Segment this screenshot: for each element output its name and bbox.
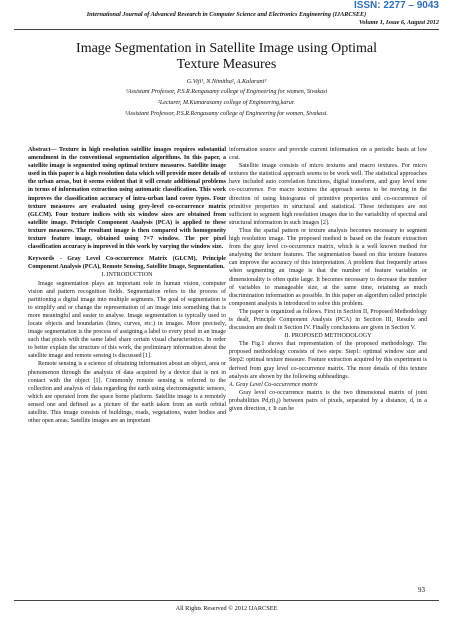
- right-paragraph-3: Thus the spatial pattern or texture analysis becomes necessary to segment high resolution image. The proposed method is based on the feature extraction from the gray level co-occurrence matrix, which is a well known method for analysing the texture features. The segmentation based on this texture features can improve the accuracy of this interpretation. A problem that frequently arises when segmenting an image is that the number of feature variables or dimensionality is often quite large. It becomes necessary to decrease the number of variables to manageable size, at the same time, retaining as much discrimination information as possible. In this paper an algorithm called principle component analysis is introduced to solve this problem.: [229, 227, 427, 307]
- running-header: [14, 11, 439, 27]
- journal-name: International Journal of Advanced Research in Computer Science and Electronics Engineering (IJARCSEE): [86, 11, 367, 18]
- volume-info: Volume 1, Issue 6, August 2012: [358, 19, 439, 26]
- abstract: Abstract— Texture in high resolution satellite images requires substantial amendment in the conventional segmentation algorithms. In this paper, a satellite image is segmented using optimal texture measures. Satellite image used in this paper is a high resolution data which will provide more details of the urban areas, but it seems evident that it will create additional problems in terms of information extraction using automatic classification. This work improves the classification accuracy of intra-urban land cover types. Four texture measures are evaluated using grey-level co-occurrence matrix (GLCM). Four texture indices with six window sizes are obtained from satellite image. Principle Component Analysis (PCA) is applied to these texture measures. The resultant image is then compared with homogeneity texture feature image, obtained using 7×7 window. The per pixel classification accuracy is improved in this work by varying the window size.: [28, 147, 226, 251]
- keywords: Keywords - Gray Level Co-occurrence Matrix (GLCM), Principle Component Analysis (PCA), Remote Sensing, Satellite Image, Segmentation.: [28, 256, 226, 271]
- copyright-footer: All Rights Reserved © 2012 IJARCSEE: [175, 605, 278, 612]
- issn-label: ISSN: 2277 – 9043: [353, 0, 439, 11]
- right-column: [229, 146, 427, 413]
- title-line-2: Texture Measures: [176, 57, 277, 72]
- affiliation-2: ²Lecturer, M.Kumarasamy college of Engineering,karur.: [158, 100, 295, 106]
- page-number: 93: [418, 586, 425, 594]
- section-1-heading: I. INTRODUCTION: [101, 272, 153, 279]
- intro-paragraph-2: Remote sensing is a science of obtaining information about an object, area or phenomenon through the analysis of data acquired by a device that is not in contact with the object [1]. Commonly remote sensing is referred to the collection and analysis of data regarding the earth using electromagnetic sensors, which are operated from the space borne platform. Satellite image is a remotely sensed one and defined as a picture of the earth taken from an earth orbital satellite. This image consists of buildings, roads, vegetations, water bodies and other open areas. Satellite images are an important: [28, 361, 226, 425]
- method-paragraph-1: The Fig.1 shows that representation of the proposed methodology. The proposed methodology consists of two steps: Step1: optimal window size and Step2: optimal texture measure. Feature extraction acquired by this experiment is derived from gray level co-occurrence matrix. The more details of this texture analysis are shown by the following subheadings.: [229, 341, 427, 380]
- footer-rule: [14, 600, 439, 601]
- author-list: G.Viji¹, N.Nimitha², A.Kalarani³: [186, 78, 267, 85]
- title-line-1: Image Segmentation in Satellite Image using Optimal: [76, 41, 377, 56]
- paper-title: [20, 41, 433, 73]
- right-paragraph-1: information source and provide current information on a periodic basis at low cost.: [229, 147, 427, 162]
- subsection-a-heading: A. Gray Level Co-occurrence matrix: [229, 381, 318, 388]
- glcm-paragraph-1: Gray level co-occurrence matrix is the two dimensional matrix of joint probabilities Pd,r(i,j) between pairs of pixels, separated by a distance, d, in a given direction, r. It can be: [229, 389, 427, 412]
- intro-paragraph-1: Image segmentation plays an important role in human vision, computer vision and pattern recognition fields. Segmentation refers to the process of partitioning a digital image into multiple segments. The goal of segmentation is to simplify and or change the representation of an image into something that is more meaningful and easier to analyse. Image segmentation is typically used to locate objects and boundaries (lines, curves, etc.) in images. More precisely, image segmentation is the process of assigning a label to every pixel in an image such that pixels with the same label share certain visual characteristics. In order to better explain the structure of this work, the preliminary information about the satellite image and remote sensing is discussed [1].: [28, 280, 226, 360]
- header-rule: [14, 29, 439, 30]
- affiliation-3: ³Assistant Professor, P.S.R.Rengasamy college of Engineering for women, Sivakasi.: [125, 111, 328, 117]
- affiliation-1: ¹Assistant Professor, P.S.R.Rengasamy college of Engineering for women, Sivakasi: [125, 89, 328, 95]
- right-paragraph-4: The paper is organized as follows. First in Section II, Proposed Methodology is dealt, Principle Component Analysis (PCA) in Section III, Results and discussion are dealt in Section IV. Finally conclusions are given in Section V.: [229, 308, 427, 332]
- right-paragraph-2: Satellite image consists of micro textures and macro textures. For micro textures the statistical approach seems to be work well. The statistical approaches have included auto correlation functions, digital transform, and gray level tone co-occurrence. For macro textures the approach seems to be moving in the direction of using histograms of primitive properties and co-occurrence of primitive properties in structural and statistical. These techniques are not sufficient to segment high resolution images due to the variability of spectral and structural information in such images [2].: [229, 163, 427, 226]
- section-2-heading: II. PROPOSED METHODOLOGY: [284, 333, 372, 340]
- left-column: [28, 146, 226, 425]
